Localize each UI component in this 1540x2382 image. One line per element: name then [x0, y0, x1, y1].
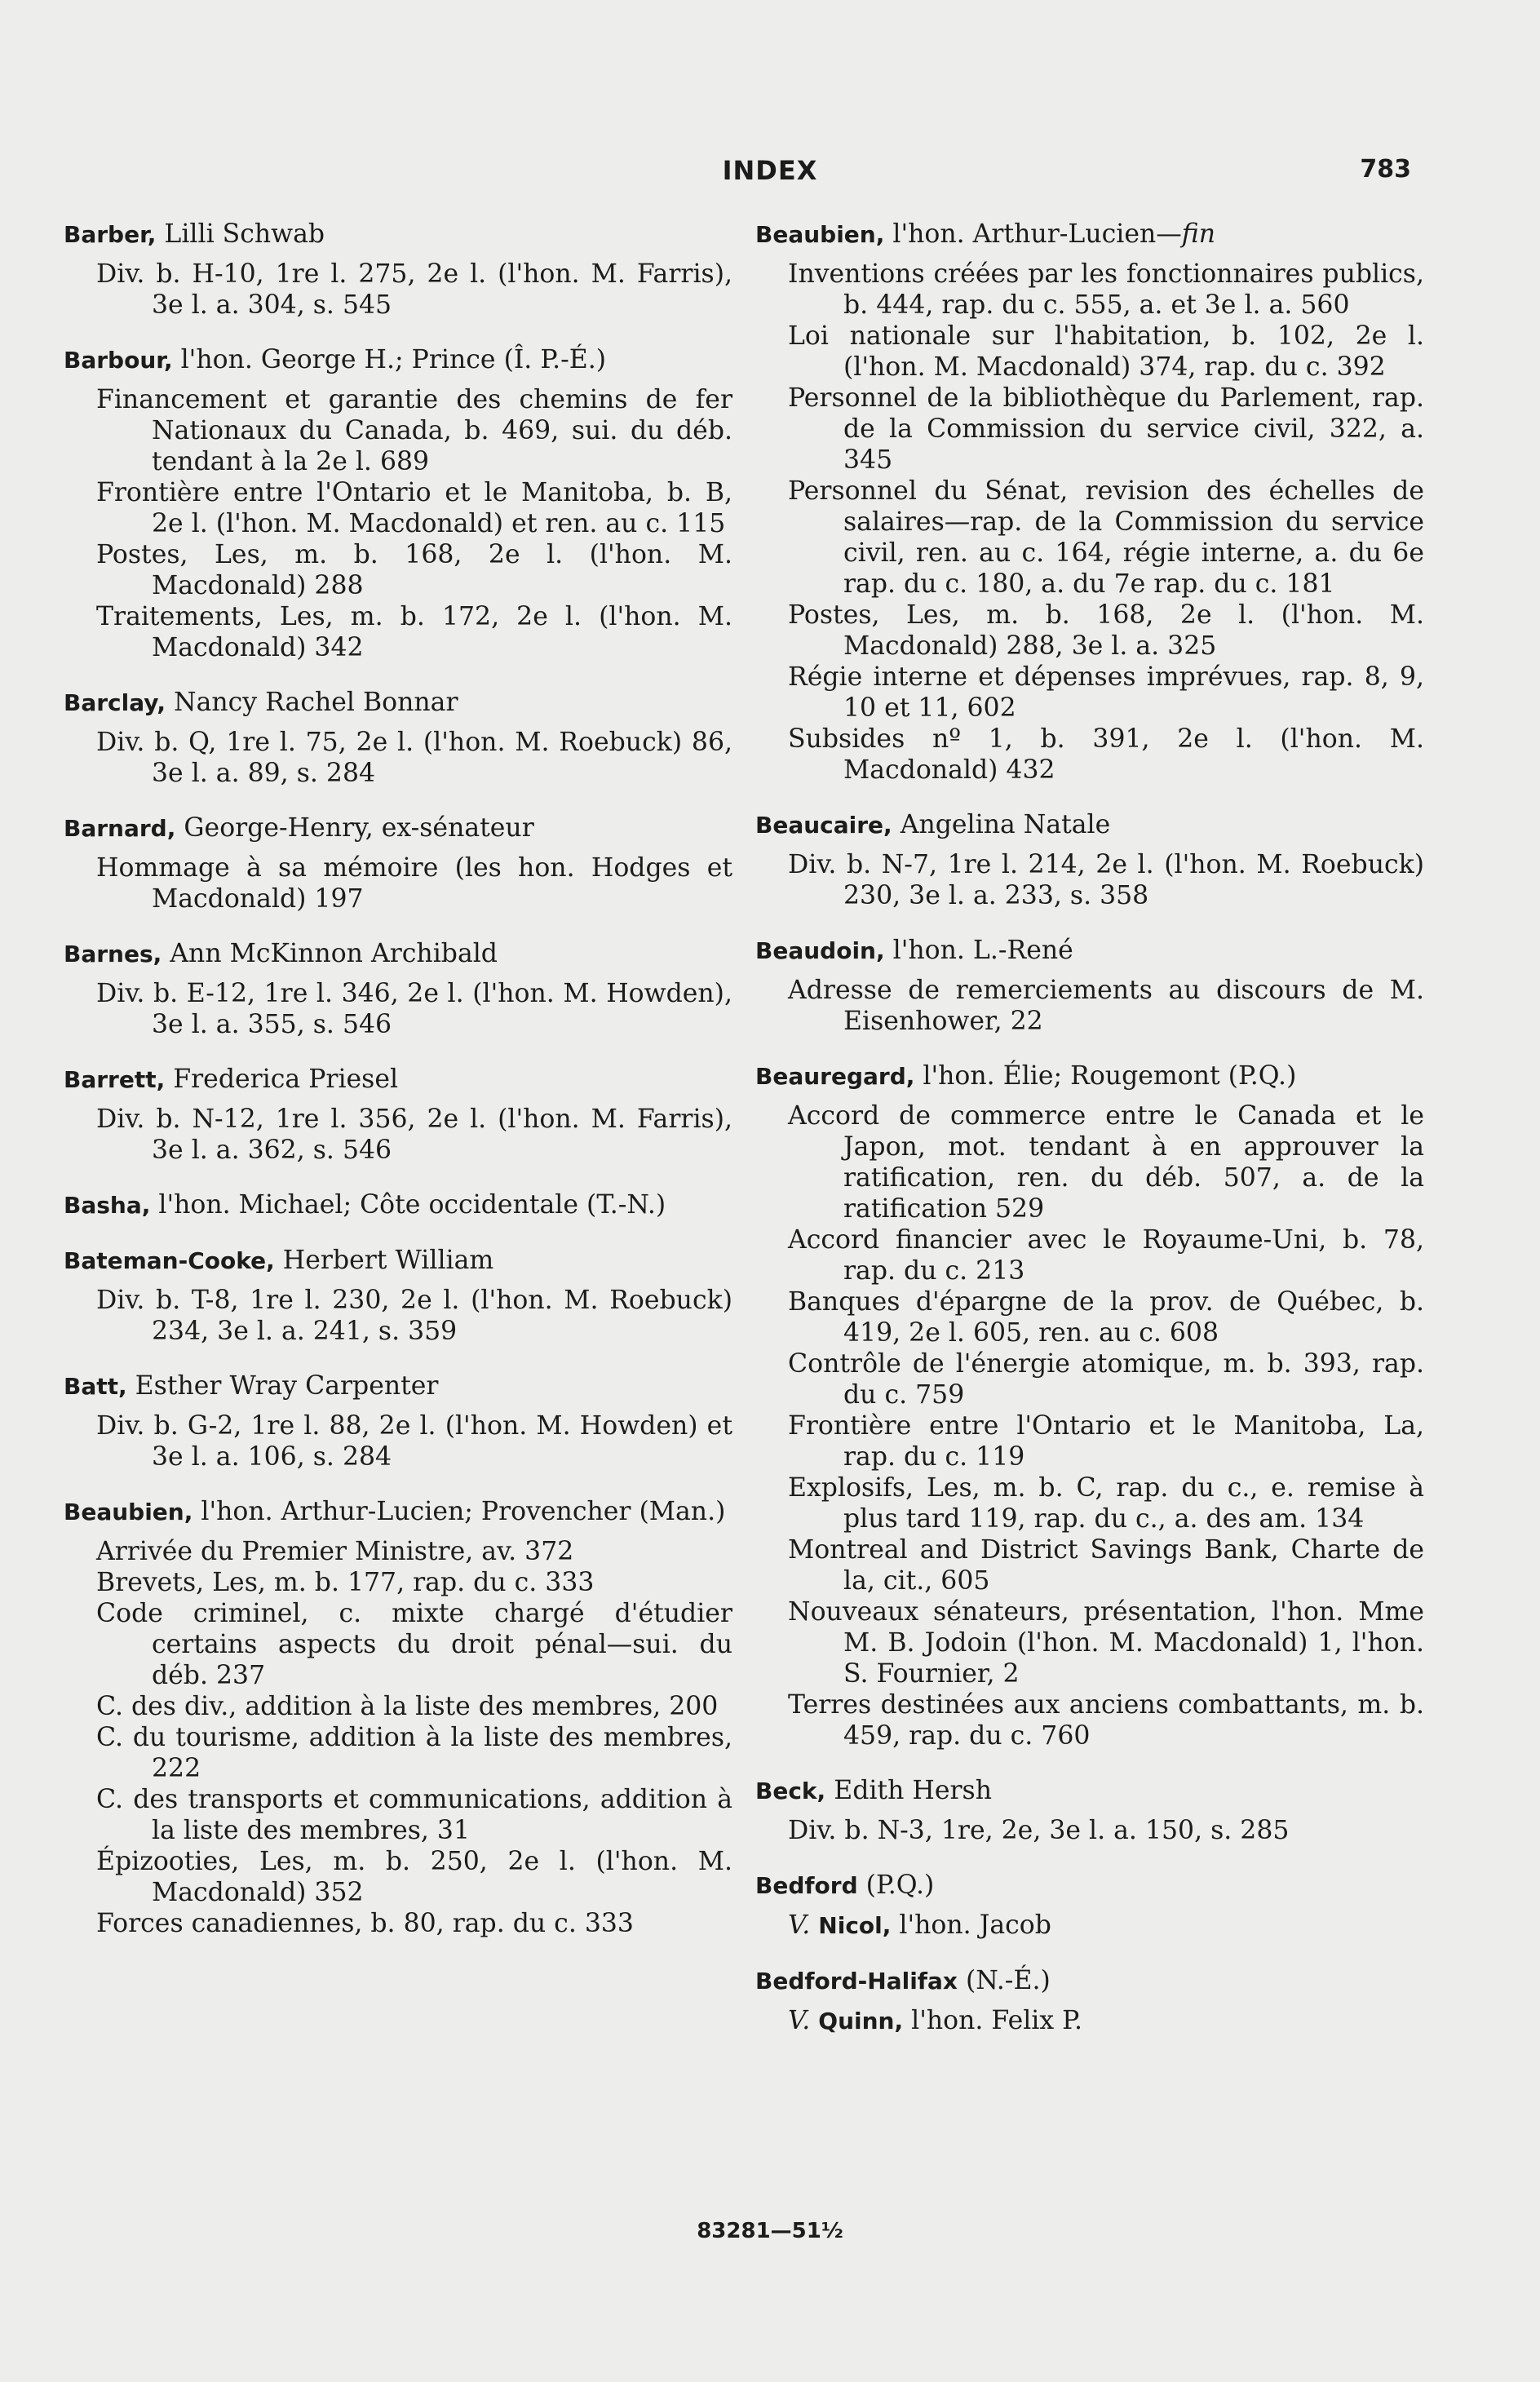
entry-heading	[64, 344, 732, 376]
sub-entry: C. des div., addition à la liste des membres, 200	[96, 1692, 719, 1721]
entry-name: Barbour,	[64, 347, 173, 374]
sub-entry: Financement et garantie des chemins de fer Nationaux du Canada, b. 469, sui. du déb. tendant à la 2e l. 689	[96, 385, 732, 476]
see-reference	[755, 2005, 1424, 2037]
see-label: V.	[788, 1910, 811, 1940]
entry-descriptor: l'hon. Arthur-Lucien; Provencher (Man.)	[192, 1497, 726, 1526]
sub-entry: Div. b. Q, 1re l. 75, 2e l. (l'hon. M. Roebuck) 86, 3e l. a. 89, s. 284	[96, 728, 732, 788]
entry-heading	[755, 935, 1424, 967]
entry-name: Bedford	[755, 1872, 858, 1899]
index-entry	[64, 1370, 732, 1472]
sub-entry: Div. b. E-12, 1re l. 346, 2e l. (l'hon. M. Howden), 3e l. a. 355, s. 546	[96, 979, 732, 1039]
entry-descriptor: l'hon. L.-René	[884, 936, 1073, 965]
entry-heading	[64, 1245, 732, 1277]
index-entry	[755, 1060, 1424, 1751]
sub-entry: Nouveaux sénateurs, présentation, l'hon. Mme M. B. Jodoin (l'hon. M. Macdonald) 1, l'hon. S. Fournier, 2	[788, 1597, 1424, 1689]
see-label: V.	[788, 2006, 811, 2035]
see-descriptor: l'hon. Jacob	[891, 1910, 1051, 1940]
entry-descriptor: Ann McKinnon Archibald	[162, 939, 498, 968]
index-entry	[755, 1965, 1424, 2037]
entry-descriptor: l'hon. Élie; Rougemont (P.Q.)	[914, 1061, 1297, 1091]
entry-descriptor: Herbert William	[274, 1246, 494, 1275]
sub-entry: Code criminel, c. mixte chargé d'étudier certains aspects du droit pénal—sui. du déb. 237	[96, 1599, 732, 1690]
sub-entry: Frontière entre l'Ontario et le Manitoba, b. B, 2e l. (l'hon. M. Macdonald) et ren. au c. 115	[96, 478, 732, 538]
sub-entry: Épizooties, Les, m. b. 250, 2e l. (l'hon. M. Macdonald) 352	[96, 1847, 732, 1907]
entry-heading	[755, 809, 1424, 841]
sub-entry: C. des transports et communications, addition à la liste des membres, 31	[96, 1785, 732, 1845]
sub-entry: Forces canadiennes, b. 80, rap. du c. 333	[96, 1909, 634, 1938]
index-entry	[64, 344, 732, 663]
page-header	[0, 155, 1540, 196]
see-target: Quinn,	[818, 2008, 904, 2034]
sub-entry: Div. b. G-2, 1re l. 88, 2e l. (l'hon. M. Howden) et 3e l. a. 106, s. 284	[96, 1411, 732, 1472]
entry-descriptor: Lilli Schwab	[156, 219, 325, 249]
index-entry	[64, 1064, 732, 1166]
sub-entry: Div. b. N-7, 1re l. 214, 2e l. (l'hon. M. Roebuck) 230, 3e l. a. 233, s. 358	[788, 850, 1424, 910]
sub-entry: Brevets, Les, m. b. 177, rap. du c. 333	[96, 1568, 595, 1597]
sub-entry: C. du tourisme, addition à la liste des membres, 222	[96, 1723, 732, 1783]
entry-descriptor: Frederica Priesel	[165, 1065, 399, 1094]
entry-name: Barclay,	[64, 689, 166, 716]
index-entry	[755, 809, 1424, 911]
sub-entry: Arrivée du Premier Ministre, av. 372	[96, 1537, 574, 1566]
entry-heading	[755, 1870, 1424, 1902]
sub-entry: Banques d'épargne de la prov. de Québec, b. 419, 2e l. 605, ren. au c. 608	[788, 1287, 1424, 1348]
sub-entry: Frontière entre l'Ontario et le Manitoba, La, rap. du c. 119	[788, 1411, 1424, 1472]
entry-heading	[755, 1965, 1424, 1997]
entry-name: Barber,	[64, 221, 157, 248]
sub-entry: Postes, Les, m. b. 168, 2e l. (l'hon. M. Macdonald) 288	[96, 540, 732, 600]
entry-descriptor: l'hon. Michael; Côte occidentale (T.-N.)	[150, 1190, 666, 1220]
index-entry	[64, 1189, 732, 1221]
entry-descriptor: George-Henry, ex-sénateur	[175, 813, 534, 843]
sub-entry: Terres destinées aux anciens combattants, m. b. 459, rap. du c. 760	[788, 1690, 1424, 1751]
sub-entry: Explosifs, Les, m. b. C, rap. du c., e. remise à plus tard 119, rap. du c., a. des am. 134	[788, 1473, 1424, 1534]
entry-name: Beaudoin,	[755, 937, 885, 964]
sub-entry: Personnel de la bibliothèque du Parlement, rap. de la Commission du service civil, 322, a. 345	[788, 383, 1424, 475]
entry-heading	[64, 219, 732, 250]
entry-descriptor: Esther Wray Carpenter	[126, 1371, 439, 1401]
sub-entry: Accord de commerce entre le Canada et le Japon, mot. tendant à en approuver la ratification, ren. du déb. 507, a. de la ratification 529	[788, 1101, 1424, 1224]
entry-name: Beck,	[755, 1778, 826, 1804]
page-number: 783	[1360, 155, 1411, 184]
entry-heading	[64, 687, 732, 719]
sub-entry: Traitements, Les, m. b. 172, 2e l. (l'hon. M. Macdonald) 342	[96, 602, 732, 662]
entry-name: Beaubien,	[64, 1499, 193, 1525]
see-reference	[755, 1910, 1424, 1941]
entry-heading	[64, 1370, 732, 1402]
entry-heading	[64, 1064, 732, 1096]
entry-descriptor: l'hon. George H.; Prince (Î. P.-É.)	[172, 345, 607, 374]
index-entry	[64, 1496, 732, 1939]
right-column	[755, 219, 1424, 2061]
entry-name: Bateman-Cooke,	[64, 1247, 275, 1274]
entry-heading	[64, 1496, 732, 1528]
sub-entry: Hommage à sa mémoire (les hon. Hodges et Macdonald) 197	[96, 853, 732, 914]
entry-name: Beaucaire,	[755, 812, 892, 839]
sub-entry: Personnel du Sénat, revision des échelles de salaires—rap. de la Commission du service civil, ren. au c. 164, régie interne, a. du 6e rap. du c. 180, a. du 7e rap. du c. 181	[788, 476, 1424, 599]
see-target: Nicol,	[818, 1912, 892, 1939]
index-entry	[755, 935, 1424, 1037]
entry-name: Barnes,	[64, 941, 162, 967]
entry-name: Bedford-Halifax	[755, 1968, 958, 1995]
entry-descriptor: Angelina Natale	[892, 810, 1111, 839]
left-column	[64, 219, 732, 1963]
entry-descriptor: Nancy Rachel Bonnar	[166, 688, 458, 717]
sub-entry: Div. b. T-8, 1re l. 230, 2e l. (l'hon. M. Roebuck) 234, 3e l. a. 241, s. 359	[96, 1286, 732, 1346]
page-title: INDEX	[722, 155, 818, 186]
entry-continued-mark: fin	[1181, 219, 1216, 249]
index-entry	[64, 812, 732, 914]
see-descriptor: l'hon. Felix P.	[903, 2006, 1082, 2035]
sub-entry: Régie interne et dépenses imprévues, rap. 8, 9, 10 et 11, 602	[788, 662, 1424, 723]
entry-name: Batt,	[64, 1373, 127, 1400]
index-entry	[64, 219, 732, 321]
sub-entry: Montreal and District Savings Bank, Charte de la, cit., 605	[788, 1535, 1424, 1596]
sub-entry: Div. b. N-3, 1re, 2e, 3e l. a. 150, s. 285	[788, 1816, 1290, 1845]
index-entry	[64, 687, 732, 789]
sub-entry: Accord financier avec le Royaume-Uni, b. 78, rap. du c. 213	[788, 1225, 1424, 1286]
index-entry	[64, 938, 732, 1040]
index-entry	[64, 1245, 732, 1347]
index-entry	[755, 219, 1424, 786]
sub-entry: Postes, Les, m. b. 168, 2e l. (l'hon. M. Macdonald) 288, 3e l. a. 325	[788, 600, 1424, 661]
sub-entry: Div. b. N-12, 1re l. 356, 2e l. (l'hon. M. Farris), 3e l. a. 362, s. 546	[96, 1105, 732, 1165]
sub-entry: Contrôle de l'énergie atomique, m. b. 393, rap. du c. 759	[788, 1349, 1424, 1410]
entry-heading	[755, 1060, 1424, 1092]
entry-descriptor: (P.Q.)	[857, 1871, 935, 1900]
sub-entry: Subsides nº 1, b. 391, 2e l. (l'hon. M. Macdonald) 432	[788, 724, 1424, 785]
index-entry	[755, 1870, 1424, 1941]
sub-entry: Div. b. H-10, 1re l. 275, 2e l. (l'hon. M. Farris), 3e l. a. 304, s. 545	[96, 259, 732, 320]
entry-descriptor: (N.-É.)	[957, 1966, 1051, 1995]
entry-name: Basha,	[64, 1192, 151, 1219]
sub-entry: Adresse de remerciements au discours de M. Eisenhower, 22	[788, 976, 1424, 1036]
index-entry	[755, 1775, 1424, 1846]
entry-name: Beauregard,	[755, 1063, 915, 1090]
footer-code: 83281—51½	[697, 2219, 843, 2243]
entry-descriptor: l'hon. Arthur-Lucien—	[884, 219, 1182, 249]
entry-name: Beaubien,	[755, 221, 885, 248]
sub-entry: Inventions créées par les fonctionnaires publics, b. 444, rap. du c. 555, a. et 3e l. a. 560	[788, 259, 1424, 320]
entry-descriptor: Edith Hersh	[825, 1776, 993, 1805]
entry-heading	[64, 938, 732, 970]
entry-name: Barnard,	[64, 815, 176, 842]
entry-name: Barrett,	[64, 1066, 166, 1093]
entry-heading	[755, 219, 1424, 250]
entry-heading	[755, 1775, 1424, 1807]
sub-entry: Loi nationale sur l'habitation, b. 102, 2e l. (l'hon. M. Macdonald) 374, rap. du c. 392	[788, 321, 1424, 382]
entry-heading	[64, 1189, 732, 1221]
entry-heading	[64, 812, 732, 844]
